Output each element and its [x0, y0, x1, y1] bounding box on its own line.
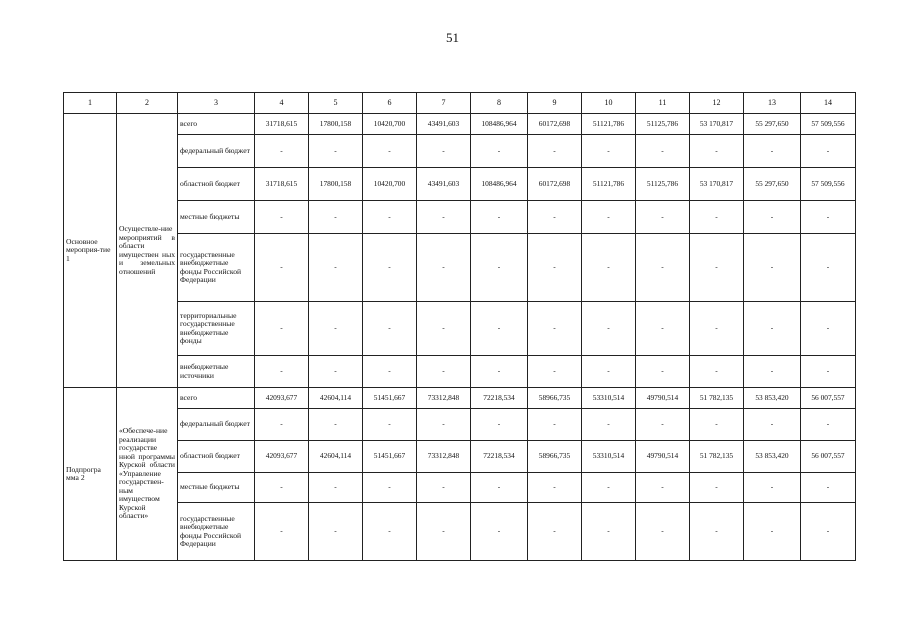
value-cell: -: [471, 503, 528, 561]
program-name-cell: «Обеспече-ние реализации государстве нной программы Курской области «Управление государствен-ным имуществом Курской области»: [117, 388, 178, 561]
value-cell: -: [636, 234, 690, 302]
value-cell: -: [471, 201, 528, 234]
value-cell: 31718,615: [255, 168, 309, 201]
column-header: 9: [528, 93, 582, 114]
table-row: [64, 302, 856, 356]
value-cell: -: [528, 135, 582, 168]
value-cell: -: [690, 356, 744, 388]
value-cell: -: [471, 302, 528, 356]
value-cell: 51 782,135: [690, 388, 744, 409]
table-row: [64, 503, 856, 561]
value-cell: -: [636, 356, 690, 388]
value-cell: -: [690, 503, 744, 561]
value-cell: -: [582, 201, 636, 234]
column-header: 14: [801, 93, 856, 114]
value-cell: -: [528, 503, 582, 561]
column-header: 2: [117, 93, 178, 114]
value-cell: 73312,848: [417, 388, 471, 409]
value-cell: -: [255, 356, 309, 388]
page-number: 51: [446, 30, 459, 45]
budget-table: [63, 92, 856, 561]
header-row: [64, 93, 856, 114]
funding-source-cell: федеральный бюджет: [178, 409, 255, 441]
value-cell: -: [528, 302, 582, 356]
value-cell: 42093,677: [255, 388, 309, 409]
value-cell: -: [528, 409, 582, 441]
program-name-cell: Осуществле-ние мероприятий в области имуществен ных и земельных отношений: [117, 114, 178, 388]
column-header: 6: [363, 93, 417, 114]
value-cell: -: [255, 409, 309, 441]
value-cell: -: [690, 302, 744, 356]
value-cell: 73312,848: [417, 441, 471, 473]
value-cell: -: [255, 503, 309, 561]
value-cell: -: [690, 409, 744, 441]
value-cell: 49790,514: [636, 441, 690, 473]
value-cell: -: [417, 302, 471, 356]
value-cell: -: [309, 409, 363, 441]
value-cell: -: [417, 356, 471, 388]
value-cell: -: [417, 503, 471, 561]
value-cell: -: [744, 409, 801, 441]
value-cell: 51 782,135: [690, 441, 744, 473]
value-cell: 72218,534: [471, 388, 528, 409]
funding-source-cell: территориальные государственные внебюджетные фонды: [178, 302, 255, 356]
column-header: 13: [744, 93, 801, 114]
funding-source-cell: местные бюджеты: [178, 473, 255, 503]
column-header: 10: [582, 93, 636, 114]
value-cell: -: [471, 409, 528, 441]
value-cell: 31718,615: [255, 114, 309, 135]
value-cell: -: [363, 135, 417, 168]
value-cell: -: [255, 473, 309, 503]
value-cell: -: [363, 356, 417, 388]
funding-source-cell: государственные внебюджетные фонды Российской Федерации: [178, 503, 255, 561]
column-header: 7: [417, 93, 471, 114]
value-cell: -: [363, 473, 417, 503]
table-row: [64, 356, 856, 388]
value-cell: -: [309, 473, 363, 503]
value-cell: -: [636, 135, 690, 168]
value-cell: -: [309, 234, 363, 302]
value-cell: 51451,667: [363, 388, 417, 409]
table-row: [64, 473, 856, 503]
funding-source-cell: местные бюджеты: [178, 201, 255, 234]
value-cell: 57 509,556: [801, 114, 856, 135]
value-cell: -: [528, 234, 582, 302]
value-cell: -: [582, 234, 636, 302]
column-header: 1: [64, 93, 117, 114]
funding-source-cell: областной бюджет: [178, 441, 255, 473]
value-cell: -: [636, 409, 690, 441]
value-cell: 10420,700: [363, 168, 417, 201]
value-cell: -: [363, 201, 417, 234]
value-cell: -: [309, 302, 363, 356]
value-cell: 53 170,817: [690, 168, 744, 201]
value-cell: 51125,786: [636, 114, 690, 135]
value-cell: 60172,698: [528, 168, 582, 201]
value-cell: 51451,667: [363, 441, 417, 473]
value-cell: -: [582, 135, 636, 168]
column-header: 12: [690, 93, 744, 114]
value-cell: -: [636, 302, 690, 356]
value-cell: -: [363, 409, 417, 441]
value-cell: -: [309, 201, 363, 234]
value-cell: -: [582, 356, 636, 388]
funding-source-cell: всего: [178, 388, 255, 409]
value-cell: -: [471, 234, 528, 302]
value-cell: 53310,514: [582, 441, 636, 473]
value-cell: 55 297,650: [744, 114, 801, 135]
value-cell: 10420,700: [363, 114, 417, 135]
value-cell: -: [582, 409, 636, 441]
value-cell: -: [744, 503, 801, 561]
table-row: [64, 135, 856, 168]
column-header: 8: [471, 93, 528, 114]
value-cell: -: [528, 201, 582, 234]
value-cell: -: [690, 201, 744, 234]
value-cell: 42604,114: [309, 441, 363, 473]
value-cell: -: [528, 473, 582, 503]
value-cell: -: [582, 473, 636, 503]
value-cell: 49790,514: [636, 388, 690, 409]
table-row: [64, 234, 856, 302]
column-header: 4: [255, 93, 309, 114]
value-cell: -: [471, 356, 528, 388]
value-cell: -: [744, 473, 801, 503]
value-cell: 56 007,557: [801, 441, 856, 473]
funding-source-cell: внебюджетные источники: [178, 356, 255, 388]
value-cell: -: [255, 201, 309, 234]
value-cell: -: [801, 201, 856, 234]
program-element-cell: Основное мероприя-тие 1: [64, 114, 117, 388]
value-cell: -: [744, 234, 801, 302]
table-row: [64, 388, 856, 409]
value-cell: -: [417, 234, 471, 302]
value-cell: -: [255, 302, 309, 356]
value-cell: 60172,698: [528, 114, 582, 135]
table-row: [64, 114, 856, 135]
value-cell: 53 853,420: [744, 388, 801, 409]
value-cell: 43491,603: [417, 168, 471, 201]
value-cell: -: [801, 234, 856, 302]
value-cell: -: [309, 503, 363, 561]
value-cell: 58966,735: [528, 441, 582, 473]
value-cell: -: [636, 503, 690, 561]
value-cell: -: [363, 302, 417, 356]
value-cell: -: [801, 503, 856, 561]
column-header: 5: [309, 93, 363, 114]
funding-source-cell: всего: [178, 114, 255, 135]
table-row: [64, 168, 856, 201]
value-cell: 108486,964: [471, 168, 528, 201]
value-cell: -: [309, 356, 363, 388]
value-cell: -: [690, 473, 744, 503]
column-header: 3: [178, 93, 255, 114]
value-cell: 57 509,556: [801, 168, 856, 201]
value-cell: 72218,534: [471, 441, 528, 473]
column-header: 11: [636, 93, 690, 114]
value-cell: 56 007,557: [801, 388, 856, 409]
value-cell: -: [801, 302, 856, 356]
table-row: [64, 409, 856, 441]
value-cell: 108486,964: [471, 114, 528, 135]
value-cell: -: [471, 473, 528, 503]
value-cell: -: [801, 135, 856, 168]
value-cell: -: [363, 234, 417, 302]
value-cell: -: [582, 302, 636, 356]
value-cell: -: [744, 356, 801, 388]
value-cell: -: [744, 135, 801, 168]
value-cell: -: [801, 409, 856, 441]
table-row: [64, 441, 856, 473]
value-cell: 53310,514: [582, 388, 636, 409]
value-cell: -: [309, 135, 363, 168]
value-cell: -: [417, 201, 471, 234]
value-cell: -: [582, 503, 636, 561]
value-cell: -: [690, 135, 744, 168]
value-cell: -: [690, 234, 744, 302]
value-cell: -: [417, 473, 471, 503]
value-cell: -: [417, 135, 471, 168]
value-cell: -: [255, 234, 309, 302]
value-cell: 42093,677: [255, 441, 309, 473]
value-cell: -: [744, 201, 801, 234]
value-cell: 42604,114: [309, 388, 363, 409]
value-cell: 55 297,650: [744, 168, 801, 201]
value-cell: 51125,786: [636, 168, 690, 201]
value-cell: 17800,158: [309, 168, 363, 201]
funding-source-cell: областной бюджет: [178, 168, 255, 201]
value-cell: -: [636, 201, 690, 234]
value-cell: 51121,786: [582, 168, 636, 201]
value-cell: 53 170,817: [690, 114, 744, 135]
value-cell: -: [801, 473, 856, 503]
program-element-cell: Подпрогра мма 2: [64, 388, 117, 561]
value-cell: 17800,158: [309, 114, 363, 135]
funding-source-cell: федеральный бюджет: [178, 135, 255, 168]
value-cell: -: [363, 503, 417, 561]
funding-source-cell: государственные внебюджетные фонды Российской Федерации: [178, 234, 255, 302]
value-cell: -: [801, 356, 856, 388]
value-cell: -: [528, 356, 582, 388]
value-cell: -: [744, 302, 801, 356]
value-cell: -: [636, 473, 690, 503]
value-cell: -: [471, 135, 528, 168]
value-cell: 58966,735: [528, 388, 582, 409]
table-row: [64, 201, 856, 234]
value-cell: -: [417, 409, 471, 441]
value-cell: -: [255, 135, 309, 168]
value-cell: 51121,786: [582, 114, 636, 135]
value-cell: 53 853,420: [744, 441, 801, 473]
value-cell: 43491,603: [417, 114, 471, 135]
